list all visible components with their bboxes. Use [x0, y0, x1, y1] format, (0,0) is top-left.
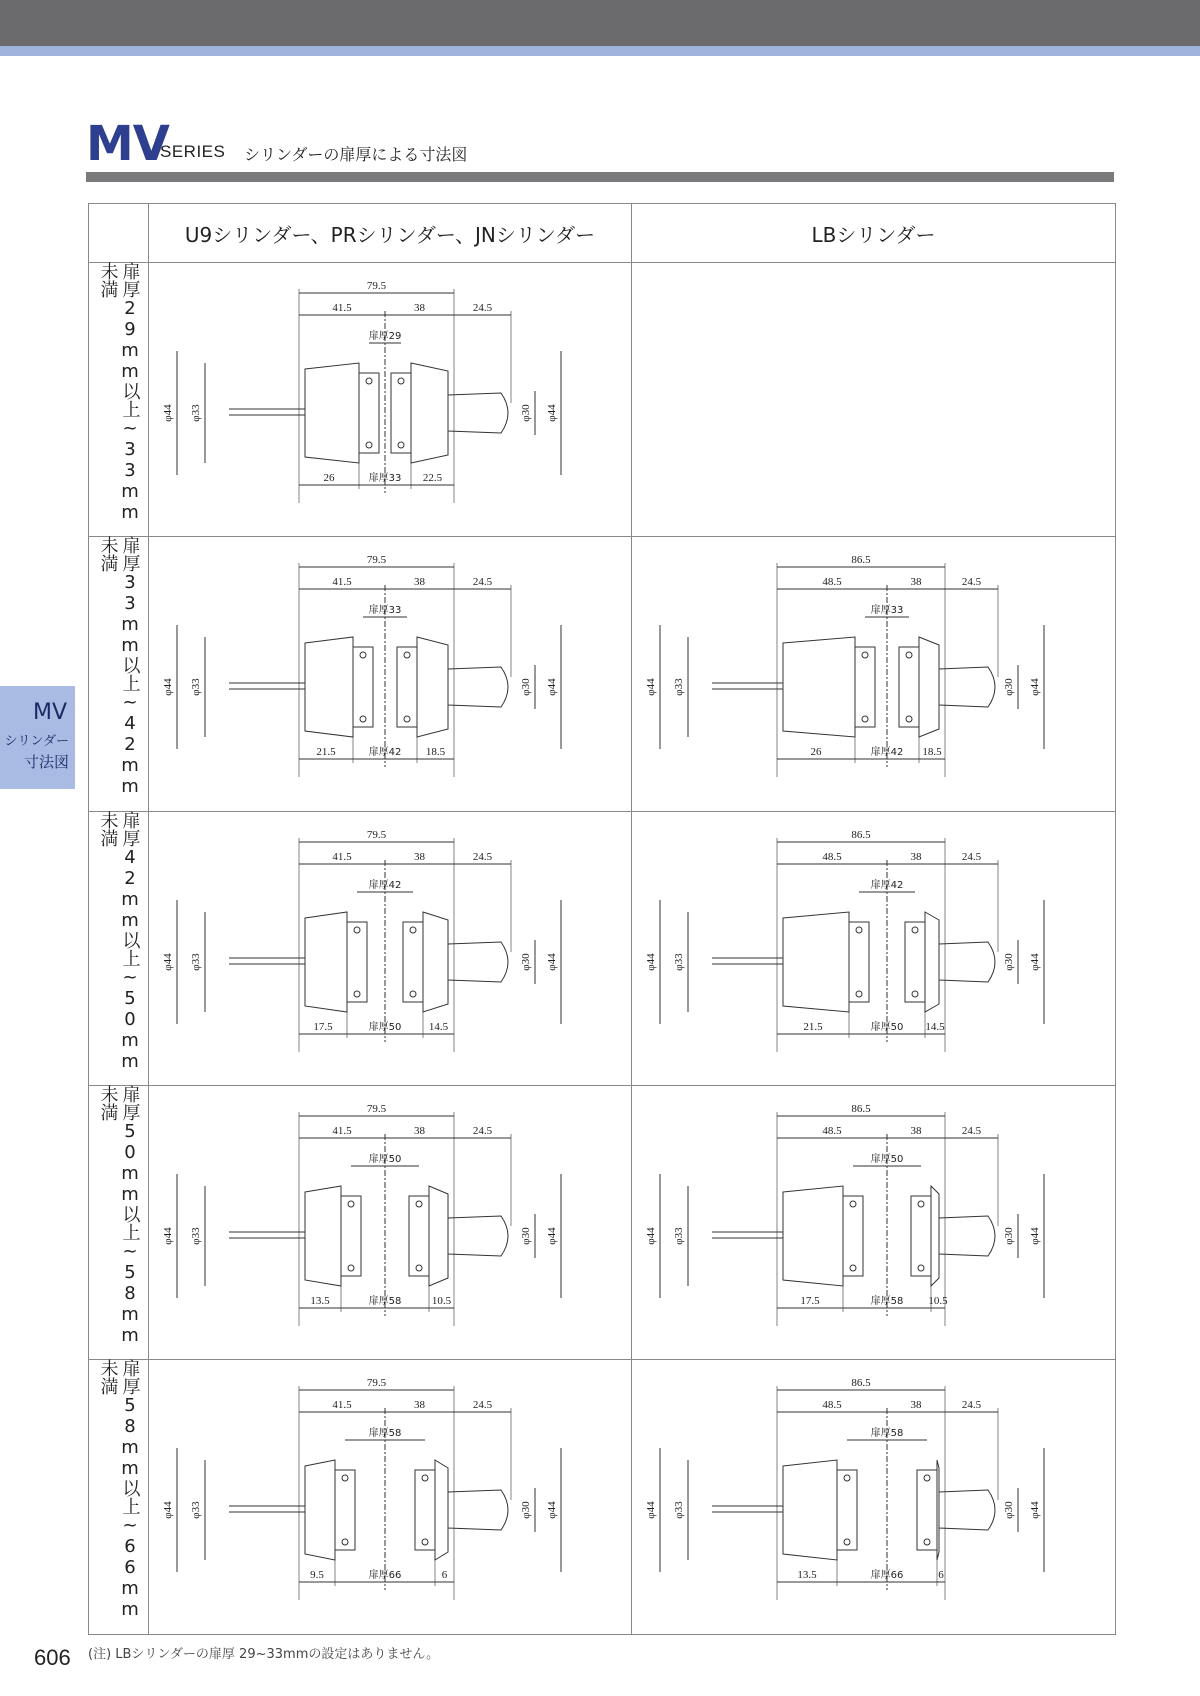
outer-rose-shape — [305, 637, 353, 737]
dim-door-top: 扉厚58 — [368, 1428, 402, 1439]
dim-door-top: 扉厚50 — [870, 1154, 904, 1165]
screw-hole — [906, 716, 912, 722]
dim-left: 41.5 — [332, 302, 352, 314]
column-header-u9: U9シリンダー、PRシリンダー、JNシリンダー — [184, 222, 596, 247]
dim-diameter-knob: φ30 — [1003, 953, 1015, 971]
footnote: (注) LBシリンダーの扉厚 29~33mmの設定はありません。 — [88, 1647, 440, 1662]
dim-right: 38 — [414, 302, 425, 314]
dim-bottom-right: 6 — [441, 1569, 448, 1581]
dim-diameter-knob: φ30 — [520, 1501, 532, 1519]
dim-overall: 79.5 — [366, 554, 387, 566]
row-label: 扉厚42mm以上~50mm未満 — [97, 811, 141, 1072]
inner-rose-shape — [435, 1460, 448, 1560]
plate-left — [843, 1196, 863, 1276]
dimension-table — [88, 203, 1116, 1635]
dim-diameter-outer: φ44 — [162, 1227, 174, 1245]
dim-bottom-left: 21.5 — [316, 746, 336, 758]
dim-diameter-inner: φ33 — [190, 404, 202, 422]
dim-bottom-left: 17.5 — [800, 1295, 820, 1307]
dim-knob: 24.5 — [961, 1399, 982, 1411]
dim-bottom-left: 17.5 — [313, 1021, 333, 1033]
dim-diameter-knob: φ30 — [1003, 1227, 1015, 1245]
dim-knob: 24.5 — [961, 1125, 982, 1137]
screw-hole — [862, 716, 868, 722]
screw-hole — [918, 1265, 924, 1271]
dim-right: 38 — [910, 576, 922, 588]
dim-diameter-knob: φ30 — [520, 953, 532, 971]
dim-diameter-knob-outer: φ44 — [1029, 1227, 1041, 1245]
drawing-cell-lb — [632, 1360, 1114, 1634]
dim-diameter-knob-outer: φ44 — [546, 953, 558, 971]
outer-rose-shape — [783, 1186, 843, 1286]
page-number: 606 — [34, 1645, 71, 1670]
dim-door-bottom: 扉厚58 — [368, 1296, 402, 1307]
dim-door-bottom: 扉厚42 — [368, 747, 402, 758]
dim-right: 38 — [910, 1125, 922, 1137]
screw-hole — [912, 927, 918, 933]
screw-hole — [398, 378, 404, 384]
plate-left — [341, 1196, 361, 1276]
screw-hole — [924, 1539, 930, 1545]
dimension-drawing — [149, 537, 631, 811]
dim-diameter-knob: φ30 — [520, 404, 532, 422]
dimension-drawing — [149, 263, 631, 537]
dim-bottom-right: 22.5 — [422, 472, 443, 484]
dim-overall: 79.5 — [366, 1377, 387, 1389]
inner-rose-shape — [919, 637, 939, 737]
drawing-cell-lb — [632, 537, 1114, 811]
inner-rose-shape — [411, 363, 448, 463]
header-rule — [86, 172, 1114, 182]
knob-shape — [939, 942, 995, 982]
dim-right: 38 — [414, 851, 425, 863]
dim-left: 48.5 — [822, 1125, 842, 1137]
dim-knob: 24.5 — [961, 851, 982, 863]
plate-right — [917, 1470, 937, 1550]
drawing-cell-u9 — [149, 812, 631, 1086]
screw-hole — [856, 991, 862, 997]
dim-bottom-left: 26 — [810, 746, 822, 758]
outer-rose-shape — [305, 363, 359, 463]
screw-hole — [354, 991, 360, 997]
dim-diameter-inner: φ33 — [190, 1501, 202, 1519]
plate-left — [353, 647, 373, 727]
screw-hole — [862, 652, 868, 658]
plate-right — [905, 922, 925, 1002]
dim-knob: 24.5 — [472, 1125, 493, 1137]
screw-hole — [422, 1539, 428, 1545]
dim-diameter-outer: φ44 — [162, 404, 174, 422]
screw-hole — [342, 1475, 348, 1481]
knob-shape — [448, 393, 508, 433]
plate-right — [409, 1196, 429, 1276]
screw-hole — [360, 652, 366, 658]
dim-right: 38 — [910, 851, 922, 863]
dim-door-top: 扉厚50 — [368, 1154, 402, 1165]
dim-overall: 86.5 — [851, 1377, 871, 1389]
dim-knob: 24.5 — [472, 576, 493, 588]
dim-left: 41.5 — [332, 1399, 352, 1411]
dim-diameter-knob-outer: φ44 — [546, 404, 558, 422]
dim-bottom-right: 14.5 — [428, 1021, 449, 1033]
dim-diameter-outer: φ44 — [645, 1227, 657, 1245]
outer-rose-shape — [305, 1460, 335, 1560]
plate-right — [911, 1196, 931, 1276]
dimension-drawing — [149, 1360, 631, 1634]
knob-shape — [939, 1490, 995, 1530]
outer-rose-shape — [783, 1460, 837, 1560]
screw-hole — [912, 991, 918, 997]
dim-door-bottom: 扉厚50 — [870, 1022, 904, 1033]
dim-diameter-inner: φ33 — [190, 678, 202, 696]
screw-hole — [844, 1475, 850, 1481]
dim-bottom-right: 6 — [938, 1569, 944, 1581]
screw-hole — [342, 1539, 348, 1545]
dim-diameter-inner: φ33 — [673, 1227, 685, 1245]
plate-right — [403, 922, 423, 1002]
row-label: 扉厚50mm以上~58mm未満 — [97, 1085, 141, 1346]
dim-diameter-knob-outer: φ44 — [1029, 678, 1041, 696]
side-tab-line3: 寸法図 — [23, 753, 69, 771]
dim-right: 38 — [414, 1399, 425, 1411]
dim-bottom-left: 21.5 — [803, 1021, 823, 1033]
dim-door-bottom: 扉厚33 — [368, 473, 402, 484]
side-tab-line2: シリンダー — [4, 734, 69, 749]
screw-hole — [924, 1475, 930, 1481]
drawing-cell-u9 — [149, 263, 631, 537]
dimension-drawing — [632, 537, 1114, 811]
dim-knob: 24.5 — [472, 851, 493, 863]
plate-left — [855, 647, 875, 727]
inner-rose-shape — [931, 1186, 939, 1286]
dim-diameter-outer: φ44 — [645, 953, 657, 971]
screw-hole — [844, 1539, 850, 1545]
side-index-tab[interactable] — [0, 686, 75, 789]
screw-hole — [366, 442, 372, 448]
row-label: 扉厚33mm以上~42mm未満 — [97, 536, 141, 797]
dim-right: 38 — [910, 1399, 922, 1411]
dim-door-bottom: 扉厚58 — [870, 1296, 904, 1307]
outer-rose-shape — [305, 912, 347, 1012]
dim-diameter-knob-outer: φ44 — [546, 1501, 558, 1519]
screw-hole — [850, 1265, 856, 1271]
screw-hole — [410, 991, 416, 997]
dim-diameter-knob-outer: φ44 — [546, 678, 558, 696]
dim-diameter-outer: φ44 — [645, 1501, 657, 1519]
outer-rose-shape — [783, 637, 855, 737]
dim-door-bottom: 扉厚66 — [870, 1570, 904, 1581]
dim-diameter-knob: φ30 — [1003, 1501, 1015, 1519]
dim-door-top: 扉厚42 — [870, 880, 904, 891]
dim-door-top: 扉厚29 — [368, 331, 402, 342]
screw-hole — [404, 652, 410, 658]
plate-left — [335, 1470, 355, 1550]
dim-diameter-outer: φ44 — [162, 678, 174, 696]
screw-hole — [856, 927, 862, 933]
dimension-drawing — [632, 1360, 1114, 1634]
page-title: シリンダーの扉厚による寸法図 — [244, 145, 468, 164]
column-header-lb: LBシリンダー — [811, 222, 936, 247]
drawing-cell-u9 — [149, 1086, 631, 1360]
dim-door-bottom: 扉厚66 — [368, 1570, 402, 1581]
inner-rose-shape — [417, 637, 448, 737]
inner-rose-shape — [429, 1186, 448, 1286]
dim-bottom-right: 10.5 — [928, 1295, 948, 1307]
dim-door-top: 扉厚33 — [870, 605, 904, 616]
screw-hole — [348, 1201, 354, 1207]
dim-door-bottom: 扉厚42 — [870, 747, 904, 758]
dimension-drawing — [149, 812, 631, 1086]
side-tab-series: MV — [32, 700, 67, 725]
screw-hole — [398, 442, 404, 448]
knob-shape — [448, 942, 508, 982]
dim-bottom-left: 13.5 — [797, 1569, 817, 1581]
dim-bottom-left: 13.5 — [310, 1295, 330, 1307]
top-bar-accent — [0, 46, 1200, 56]
row-label: 扉厚58mm以上~66mm未満 — [97, 1359, 141, 1620]
inner-rose-shape — [925, 912, 939, 1012]
dim-diameter-inner: φ33 — [190, 1227, 202, 1245]
dim-overall: 86.5 — [851, 1103, 871, 1115]
dim-diameter-inner: φ33 — [190, 953, 202, 971]
screw-hole — [354, 927, 360, 933]
knob-shape — [939, 1216, 995, 1256]
dim-knob: 24.5 — [472, 1399, 493, 1411]
dim-left: 41.5 — [332, 851, 352, 863]
dim-left: 41.5 — [332, 1125, 352, 1137]
screw-hole — [918, 1201, 924, 1207]
plate-right — [899, 647, 919, 727]
plate-right — [397, 647, 417, 727]
plate-left — [849, 922, 869, 1002]
screw-hole — [416, 1265, 422, 1271]
dim-diameter-knob: φ30 — [520, 1227, 532, 1245]
dim-door-bottom: 扉厚50 — [368, 1022, 402, 1033]
dim-diameter-knob-outer: φ44 — [1029, 1501, 1041, 1519]
screw-hole — [360, 716, 366, 722]
outer-rose-shape — [305, 1186, 341, 1286]
screw-hole — [850, 1201, 856, 1207]
series-mark: MV — [86, 116, 169, 172]
drawing-cell-lb — [632, 812, 1114, 1086]
inner-rose-shape — [423, 912, 448, 1012]
screw-hole — [422, 1475, 428, 1481]
top-bar — [0, 0, 1200, 46]
dim-diameter-knob: φ30 — [520, 678, 532, 696]
dim-bottom-right: 10.5 — [431, 1295, 452, 1307]
screw-hole — [416, 1201, 422, 1207]
dim-left: 48.5 — [822, 851, 842, 863]
dimension-drawing — [632, 1086, 1114, 1360]
dim-diameter-outer: φ44 — [162, 953, 174, 971]
knob-shape — [939, 667, 995, 707]
knob-shape — [448, 1490, 508, 1530]
dim-overall: 79.5 — [366, 1103, 387, 1115]
screw-hole — [366, 378, 372, 384]
plate-left — [347, 922, 367, 1002]
dimension-drawing — [632, 812, 1114, 1086]
knob-shape — [448, 1216, 508, 1256]
row-label: 扉厚29mm以上~33mm未満 — [97, 262, 141, 523]
dim-overall: 79.5 — [366, 829, 387, 841]
series-word: SERIES — [160, 142, 226, 161]
dim-bottom-right: 14.5 — [925, 1021, 945, 1033]
dim-knob: 24.5 — [472, 302, 493, 314]
dim-diameter-knob-outer: φ44 — [1029, 953, 1041, 971]
dim-bottom-left: 26 — [323, 472, 335, 484]
drawing-cell-u9 — [149, 1360, 631, 1634]
plate-left — [837, 1470, 857, 1550]
drawing-cell-u9 — [149, 537, 631, 811]
dim-diameter-outer: φ44 — [162, 1501, 174, 1519]
dim-bottom-right: 18.5 — [922, 746, 942, 758]
dim-diameter-knob-outer: φ44 — [546, 1227, 558, 1245]
dim-left: 48.5 — [822, 576, 842, 588]
dim-diameter-inner: φ33 — [673, 953, 685, 971]
plate-right — [391, 373, 411, 453]
dim-knob: 24.5 — [961, 576, 982, 588]
drawing-cell-lb — [632, 263, 1114, 537]
dim-diameter-inner: φ33 — [673, 678, 685, 696]
dim-overall: 86.5 — [851, 829, 871, 841]
screw-hole — [410, 927, 416, 933]
dim-diameter-knob: φ30 — [1003, 678, 1015, 696]
plate-left — [359, 373, 379, 453]
knob-shape — [448, 667, 508, 707]
dim-right: 38 — [414, 576, 425, 588]
dim-overall: 79.5 — [366, 280, 387, 292]
screw-hole — [906, 652, 912, 658]
dim-overall: 86.5 — [851, 554, 871, 566]
plate-right — [415, 1470, 435, 1550]
dim-door-top: 扉厚58 — [870, 1428, 904, 1439]
outer-rose-shape — [783, 912, 849, 1012]
dim-bottom-right: 18.5 — [425, 746, 446, 758]
dim-left: 48.5 — [822, 1399, 842, 1411]
dim-right: 38 — [414, 1125, 425, 1137]
screw-hole — [404, 716, 410, 722]
dim-door-top: 扉厚33 — [368, 605, 402, 616]
dim-diameter-inner: φ33 — [673, 1501, 685, 1519]
screw-hole — [348, 1265, 354, 1271]
dim-door-top: 扉厚42 — [368, 880, 402, 891]
dimension-drawing — [149, 1086, 631, 1360]
drawing-cell-lb — [632, 1086, 1114, 1360]
dim-bottom-left: 9.5 — [310, 1569, 324, 1581]
dim-left: 41.5 — [332, 576, 352, 588]
dim-diameter-outer: φ44 — [645, 678, 657, 696]
